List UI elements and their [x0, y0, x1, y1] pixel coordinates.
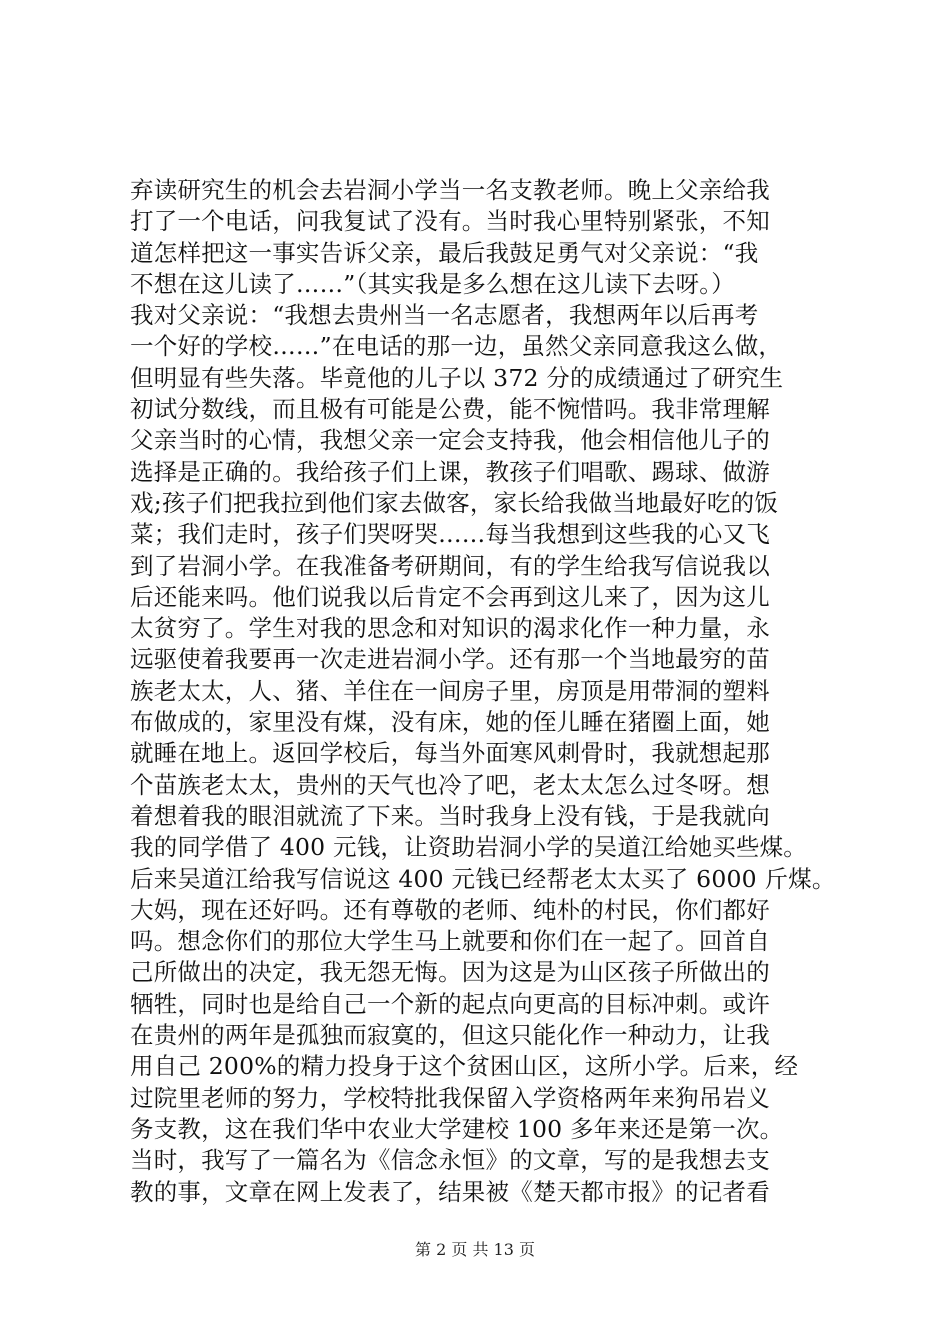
text-line: 个苗族老太太，贵州的天气也冷了吧，老太太怎么过冬呀。想	[130, 770, 770, 799]
text-line: 不想在这儿读了……”（其实我是多么想在这儿读下去呀。）	[130, 269, 735, 298]
text-line: 当时，我写了一篇名为《信念永恒》的文章，写的是我想去支	[130, 1146, 770, 1175]
text-line: 大妈，现在还好吗。还有尊敬的老师、纯朴的村民，你们都好	[130, 895, 770, 924]
text-line: 我的同学借了 400 元钱，让资助岩洞小学的吴道江给她买些煤。	[130, 833, 807, 862]
page-number-label: 第 2 页 共 13 页	[415, 1240, 535, 1259]
text-line: 选择是正确的。我给孩子们上课，教孩子们唱歌、踢球、做游	[130, 457, 770, 486]
text-line: 远驱使着我要再一次走进岩洞小学。还有那一个当地最穷的苗	[130, 645, 770, 674]
text-line: 族老太太，人、猪、羊住在一间房子里，房顶是用带洞的塑料	[130, 676, 770, 705]
text-line: 但明显有些失落。毕竟他的儿子以 372 分的成绩通过了研究生	[130, 363, 784, 392]
text-line: 后还能来吗。他们说我以后肯定不会再到这儿来了，因为这儿	[130, 582, 770, 611]
text-line: 我对父亲说：“我想去贵州当一名志愿者，我想两年以后再考	[130, 301, 759, 330]
body-text	[130, 175, 836, 1208]
text-line: 在贵州的两年是孤独而寂寞的，但这只能化作一种动力，让我	[130, 1021, 770, 1050]
text-line: 教的事，文章在网上发表了，结果被《楚天都市报》的记者看	[130, 1177, 770, 1206]
text-line: 道怎样把这一事实告诉父亲，最后我鼓足勇气对父亲说：“我	[130, 238, 759, 267]
text-line: 吗。想念你们的那位大学生马上就要和你们在一起了。回首自	[130, 927, 770, 956]
text-line: 到了岩洞小学。在我准备考研期间，有的学生给我写信说我以	[130, 551, 770, 580]
text-line: 用自己 200%的精力投身于这个贫困山区，这所小学。后来，经	[130, 1052, 799, 1081]
text-line: 菜；我们走时，孩子们哭呀哭……每当我想到这些我的心又飞	[130, 520, 770, 549]
text-line: 打了一个电话，问我复试了没有。当时我心里特别紧张，不知	[130, 207, 770, 236]
text-line: 牺牲，同时也是给自己一个新的起点向更高的目标冲刺。或许	[130, 989, 770, 1018]
page-footer	[0, 1240, 950, 1260]
text-line: 布做成的，家里没有煤，没有床，她的侄儿睡在猪圈上面，她	[130, 708, 770, 737]
text-line: 后来吴道江给我写信说这 400 元钱已经帮老太太买了 6000 斤煤。	[130, 864, 836, 893]
text-line: 着想着我的眼泪就流了下来。当时我身上没有钱，于是我就向	[130, 801, 770, 830]
text-line: 戏;孩子们把我拉到他们家去做客，家长给我做当地最好吃的饭	[130, 488, 779, 517]
text-line: 就睡在地上。返回学校后，每当外面寒风刺骨时，我就想起那	[130, 739, 770, 768]
text-line: 一个好的学校……”在电话的那一边，虽然父亲同意我这么做，	[130, 332, 783, 361]
text-line: 弃读研究生的机会去岩洞小学当一名支教老师。晚上父亲给我	[130, 176, 770, 204]
text-line: 太贫穷了。学生对我的思念和对知识的渴求化作一种力量，永	[130, 614, 770, 643]
text-line: 过院里老师的努力，学校特批我保留入学资格两年来狗吊岩义	[130, 1083, 770, 1112]
text-line: 父亲当时的心情，我想父亲一定会支持我，他会相信他儿子的	[130, 426, 770, 455]
text-line: 初试分数线，而且极有可能是公费，能不惋惜吗。我非常理解	[130, 395, 770, 424]
text-line: 务支教，这在我们华中农业大学建校 100 多年来还是第一次。	[130, 1114, 784, 1143]
text-line: 己所做出的决定，我无怨无悔。因为这是为山区孩子所做出的	[130, 958, 770, 987]
